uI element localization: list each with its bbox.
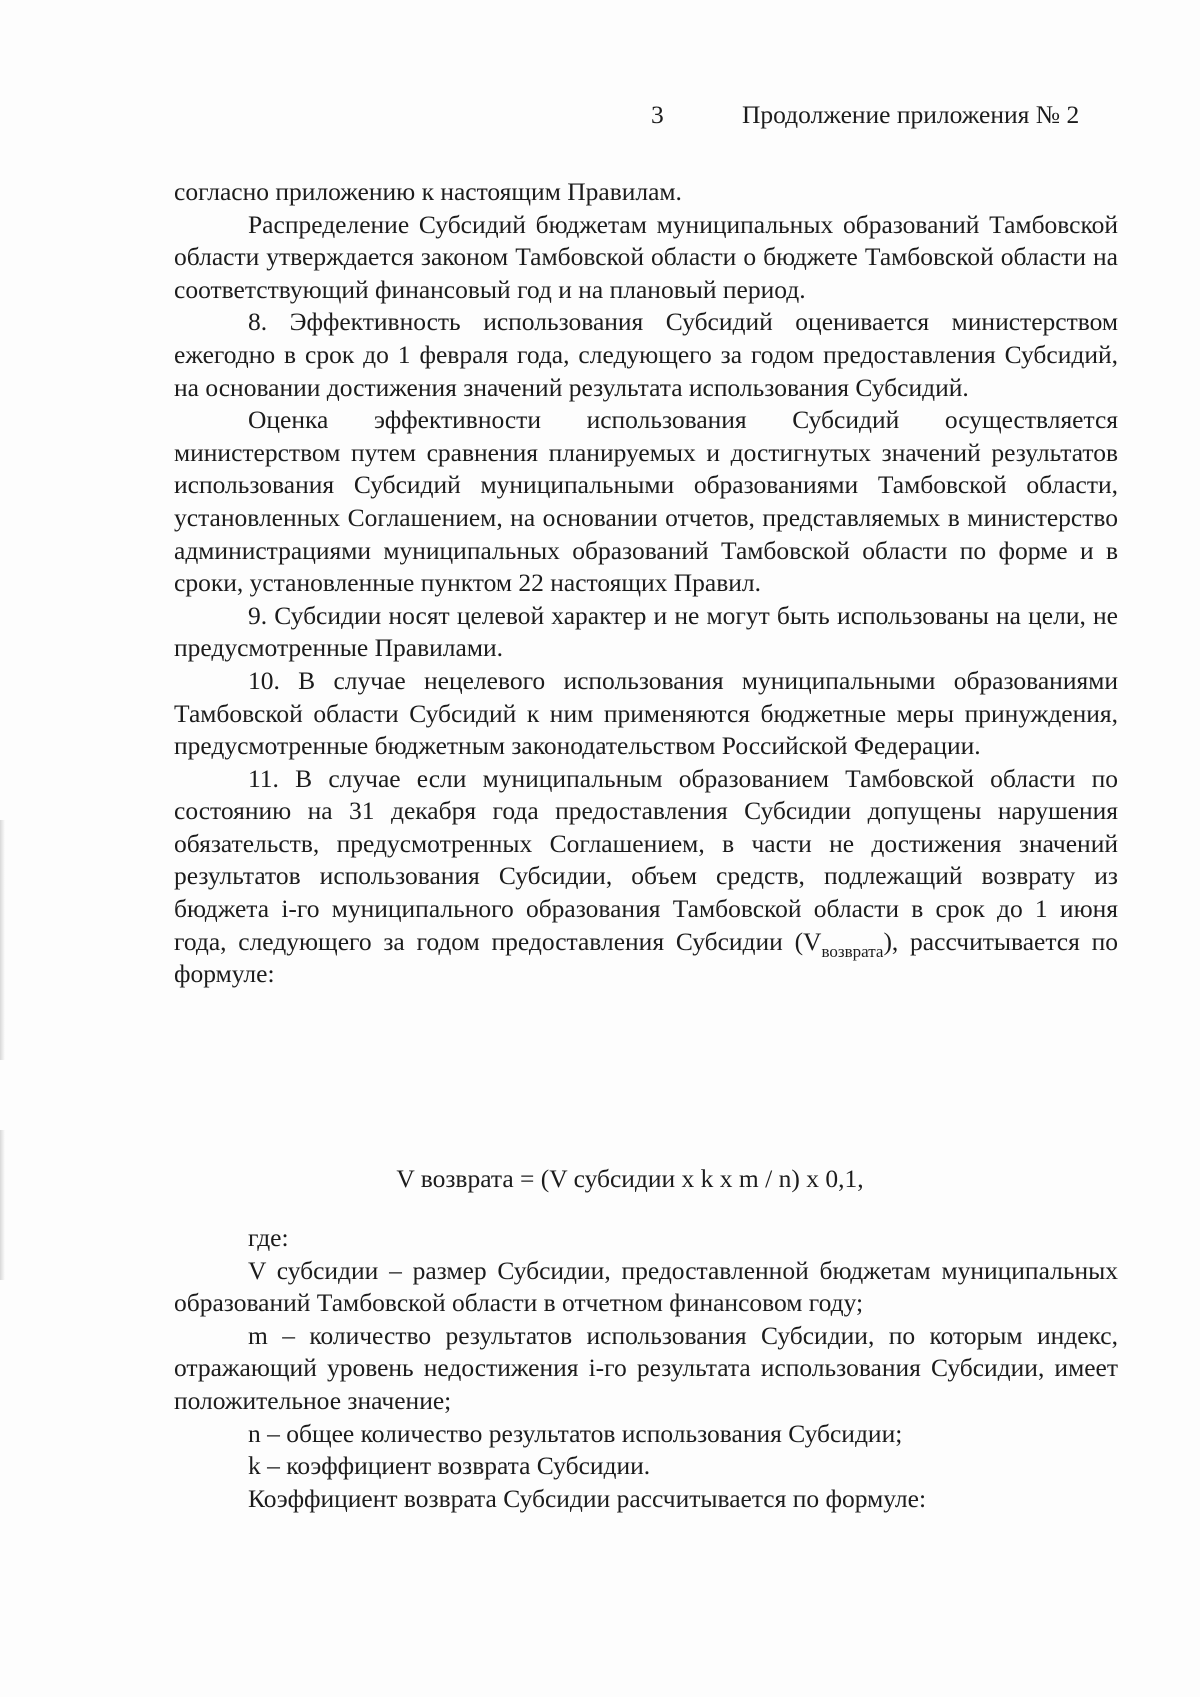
appendix-continuation-label: Продолжение приложения № 2: [742, 100, 1080, 129]
paragraph: 9. Субсидии носят целевой характер и не могут быть использованы на цели, не предусмотренные Правилами.: [174, 600, 1118, 663]
definition-m: m – количество результатов использования Субсидии, по которым индекс, отражающий уровень недостижения i-го результата использования Субсидии, имеет положительное значение;: [174, 1320, 1118, 1415]
definition-v-subsidy: V субсидии – размер Субсидии, предоставленной бюджетам муниципальных образований Тамбовской области в отчетном финансовом году;: [174, 1255, 1118, 1318]
paragraph: 8. Эффективность использования Субсидий оценивается министерством ежегодно в срок до 1 февраля года, следующего за годом предоставления Субсидий, на основании достижения значений результата использования Субсидий.: [174, 307, 1118, 402]
paragraph-11-ending: ), рассчитывается по формуле:: [174, 926, 1118, 989]
paragraph: Распределение Субсидий бюджетам муниципальных образований Тамбовской области утверждается законом Тамбовской области о бюджете Тамбовской области на соответствующий финансовый год и на плановый период.: [174, 209, 1118, 304]
page-header: [0, 100, 1200, 134]
paragraph: 10. В случае нецелевого использования муниципальными образованиями Тамбовской области Субсидий к ним применяются бюджетные меры принуждения, предусмотренные бюджетным законодательством Российской Федерации.: [174, 665, 1118, 761]
paragraph-11: [174, 763, 1118, 991]
scan-edge-shadow: [0, 1130, 5, 1280]
document-body-lower: [174, 1222, 1118, 1515]
scan-edge-shadow: [0, 820, 5, 1060]
coefficient-formula-intro: Коэффициент возврата Субсидии рассчитывается по формуле:: [248, 1483, 927, 1513]
return-formula: V возврата = (V субсидии x k x m / n) x 0,1,: [396, 1164, 864, 1193]
subscript-return: возврата: [821, 941, 884, 961]
document-body-upper: [174, 176, 1118, 991]
definition-n: n – общее количество результатов использования Субсидии;: [248, 1418, 903, 1448]
paragraph-11-text: 11. В случае если муниципальным образованием Тамбовской области по состоянию на 31 декабря года предоставления Субсидии допущены нарушения обязательств, предусмотренных Соглашением, в части не достижения значений результатов использования Субсидии, объем средств, подлежащий возврату из бюджета i-го муниципального образования Тамбовской области в срок до 1 июня года, следующего за годом предоставления Субсидии (V: [174, 763, 1118, 956]
paragraph: Оценка эффективности использования Субсидий осуществляется министерством путем сравнения планируемых и достигнутых значений результатов использования Субсидий муниципальными образованиями Тамбовской области, установленных Соглашением, на основании отчетов, представляемых в министерство администрациями муниципальных образований Тамбовской области по форме и в сроки, установленные пунктом 22 настоящих Правил.: [174, 405, 1118, 598]
paragraph: согласно приложению к настоящим Правилам.: [174, 177, 682, 206]
page-number: 3: [651, 100, 664, 129]
definition-k: k – коэффициент возврата Субсидии.: [248, 1451, 651, 1481]
definitions-intro: где:: [248, 1223, 289, 1252]
